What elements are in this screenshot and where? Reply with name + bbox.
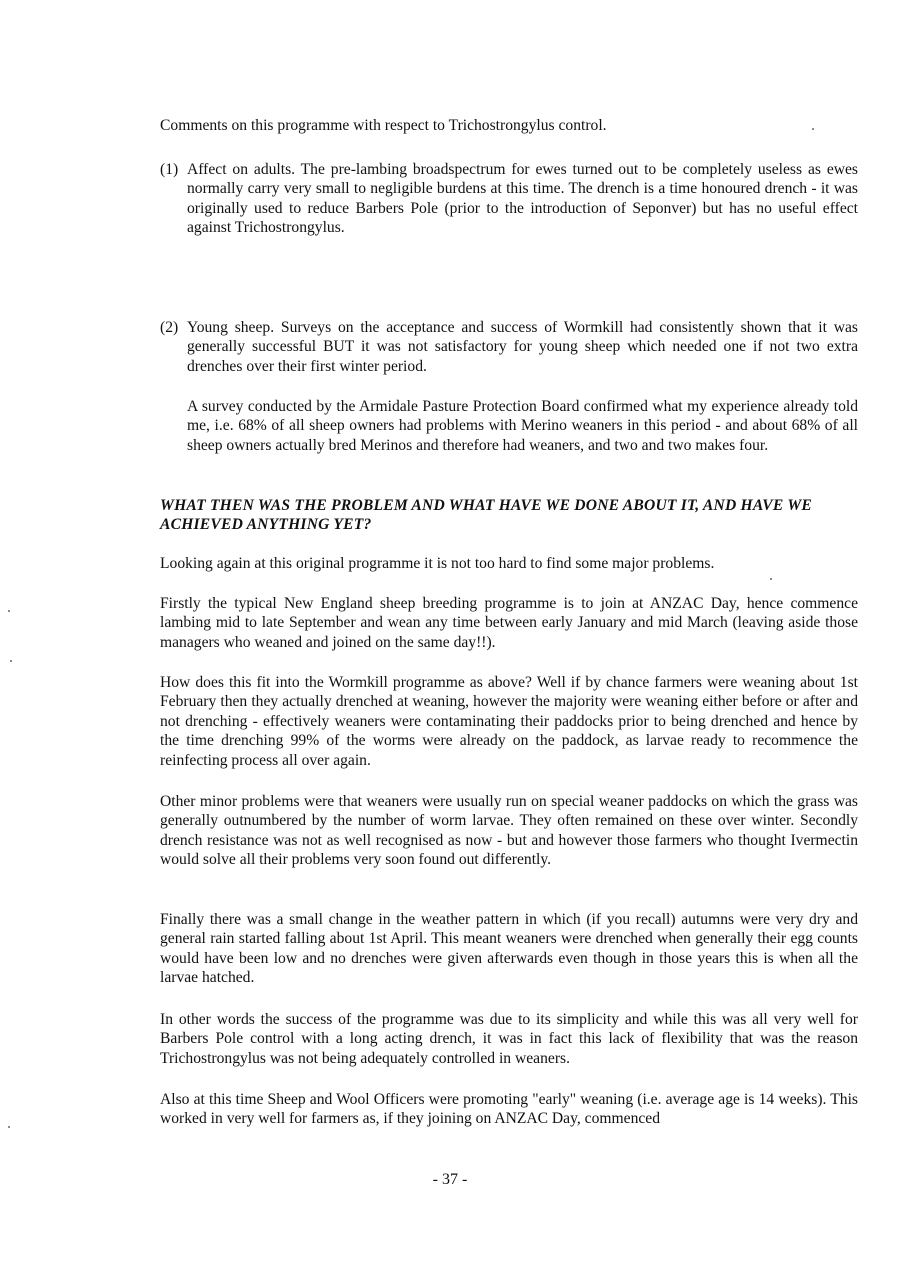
scan-speck [8,1126,10,1128]
scan-speck [10,660,12,662]
item-text: Young sheep. Surveys on the acceptance and success of Wormkill had consistently shown that it was generally successful BUT it was not satisfactory for young sheep which needed one if not two extra drenches over their first winter period. [187,319,858,375]
numbered-item-1 [160,160,858,238]
page-number: - 37 - [432,1171,468,1188]
body-paragraph: Finally there was a small change in the weather pattern in which (if you recall) autumns were very dry and general rain started falling about 1st April. This meant weaners were drenched when generally their egg counts would have been low and no drenches were given afterwards even though in those years this is when all the larvae hatched. [160,911,858,987]
body-paragraph: Looking again at this original programme it is not too hard to find some major problems. [160,555,715,572]
item-number: (2) [160,319,179,336]
comments-heading: Comments on this programme with respect to Trichostrongylus control. [160,117,607,134]
body-paragraph: Other minor problems were that weaners were usually run on special weaner paddocks on which the grass was generally outnumbered by the number of worm larvae. They often remained on these over winter. Secondly drench resistance was not as well recognised as now - but and however those farmers who thought Ivermectin would solve all their problems very soon found out differently. [160,793,858,869]
body-paragraph: In other words the success of the programme was due to its simplicity and while this was all very well for Barbers Pole control with a long acting drench, it was in fact this lack of flexibility that was the reason Trichostrongylus was not being adequately controlled in weaners. [160,1011,858,1067]
item-text: Affect on adults. The pre-lambing broadspectrum for ewes turned out to be completely useless as ewes normally carry very small to negligible burdens at this time. The drench is a time honoured drench - it was originally used to reduce Barbers Pole (prior to the introduction of Seponver) but has no useful effect against Trichostrongylus. [187,161,858,237]
scan-speck [8,610,10,612]
section-heading: WHAT THEN WAS THE PROBLEM AND WHAT HAVE WE DONE ABOUT IT, AND HAVE WE ACHIEVED ANYTHING YET? [160,497,812,534]
scan-speck [812,128,814,130]
body-paragraph: Firstly the typical New England sheep breeding programme is to join at ANZAC Day, hence commence lambing mid to late September and wean any time between early January and mid March (leaving aside those managers who weaned and joined on the same day!!). [160,595,858,651]
survey-paragraph: A survey conducted by the Armidale Pasture Protection Board confirmed what my experience already told me, i.e. 68% of all sheep owners had problems with Merino weaners in this period - and about 68% of all sheep owners actually bred Merinos and therefore had weaners, and two and two makes four. [187,398,858,454]
item-number: (1) [160,161,179,178]
scan-speck [770,578,772,580]
numbered-item-2 [160,318,858,376]
body-paragraph: Also at this time Sheep and Wool Officers were promoting "early" weaning (i.e. average age is 14 weeks). This worked in very well for farmers as, if they joining on ANZAC Day, commenced [160,1091,858,1128]
body-paragraph: How does this fit into the Wormkill programme as above? Well if by chance farmers were weaning about 1st February then they actually drenched at weaning, however the majority were weaning either before or after and not drenching - effectively weaners were contaminating their paddocks prior to being drenched and hence by the time drenching 99% of the worms were already on the paddock, as larvae ready to recommence the reinfecting process all over again. [160,674,858,769]
